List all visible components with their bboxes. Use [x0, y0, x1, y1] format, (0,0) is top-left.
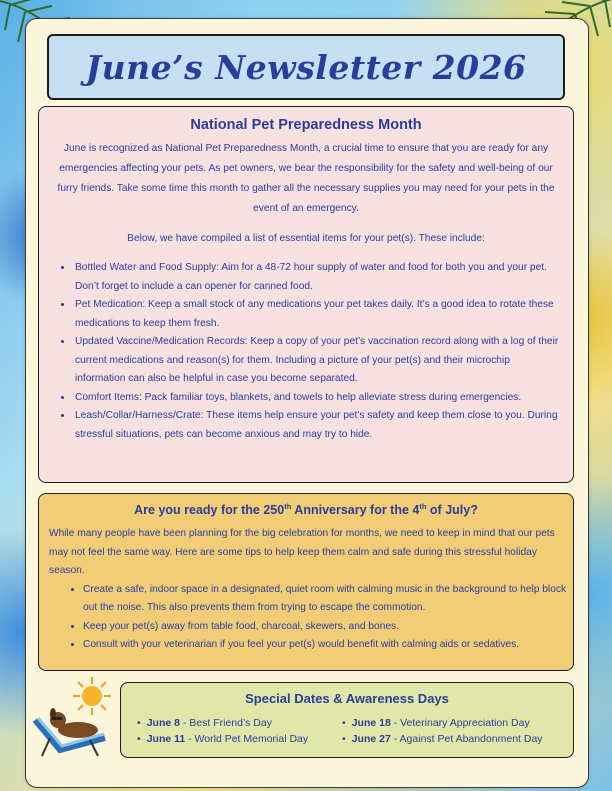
page-title: June’s Newsletter 2026: [85, 47, 527, 87]
section-heading: National Pet Preparedness Month: [190, 117, 422, 133]
list-item: • Pet Medication: Keep a small stock of any medications your pet takes daily. It’s a good idea to rotate these medications to keep them fresh.: [73, 296, 563, 333]
pet-preparedness-section: [38, 106, 574, 483]
section-intro: While many people have been planning for the big celebration for months, we need to keep in mind that our pets may not feel the same way. Here are some tips to help keep them calm and safe during this stressful holiday season.: [49, 528, 555, 577]
section-lead: Below, we have compiled a list of essential items for your pet(s). These include:: [127, 233, 485, 244]
list-item: • Consult with your veterinarian if you feel your pet(s) would benefit with calming aids or sedatives.: [83, 636, 567, 655]
july-fourth-section: [38, 493, 574, 671]
list-item: • June 8 - Best Friend’s Day: [137, 716, 342, 730]
list-item: • Create a safe, indoor space in a designated, quiet room with calming music in the background to help block out the noise. This also prevents them from trying to escape the commotion.: [83, 581, 567, 618]
dates-list: [127, 716, 567, 746]
dog-on-lounge-chair-icon: [30, 690, 115, 760]
section-intro: June is recognized as National Pet Preparedness Month, a crucial time to ensure that you are ready for any emergencies affecting your pets. As pet owners, we bear the responsibility for the safety and well-being of our furry friends. Take some time this month to gather all the necessary supplies you may need for your pets in the event of an emergency.: [57, 143, 555, 214]
section-heading: Are you ready for the 250th Anniversary for the 4th of July?: [134, 502, 478, 518]
list-item: • Bottled Water and Food Supply: Aim for a 48-72 hour supply of water and food for both you and your pet. Don’t forget to include a can opener for canned food.: [73, 259, 563, 296]
tips-list: [45, 581, 567, 655]
list-item: • June 18 - Veterinary Appreciation Day: [342, 716, 582, 730]
list-item: • June 27 - Against Pet Abandonment Day: [342, 732, 582, 746]
list-item: • June 11 - World Pet Memorial Day: [137, 732, 342, 746]
list-item: • Updated Vaccine/Medication Records: Keep a copy of your pet’s vaccination record along with a log of their current medications and reason(s) for them. Including a picture of your pet(s) and their microchip information can also be helpful in case you become separated.: [73, 333, 563, 389]
section-heading: Special Dates & Awareness Days: [245, 691, 449, 706]
title-banner: [47, 34, 565, 100]
list-item: • Comfort Items: Pack familiar toys, blankets, and towels to help alleviate stress during emergencies.: [73, 389, 563, 408]
special-dates-section: [120, 682, 574, 758]
list-item: • Leash/Collar/Harness/Crate: These items help ensure your pet's safety and keep them close to you. During stressful situations, pets can become anxious and may try to hide.: [73, 407, 563, 444]
list-item: • Keep your pet(s) away from table food, charcoal, skewers, and bones.: [83, 618, 567, 637]
essential-items-list: [49, 259, 563, 444]
